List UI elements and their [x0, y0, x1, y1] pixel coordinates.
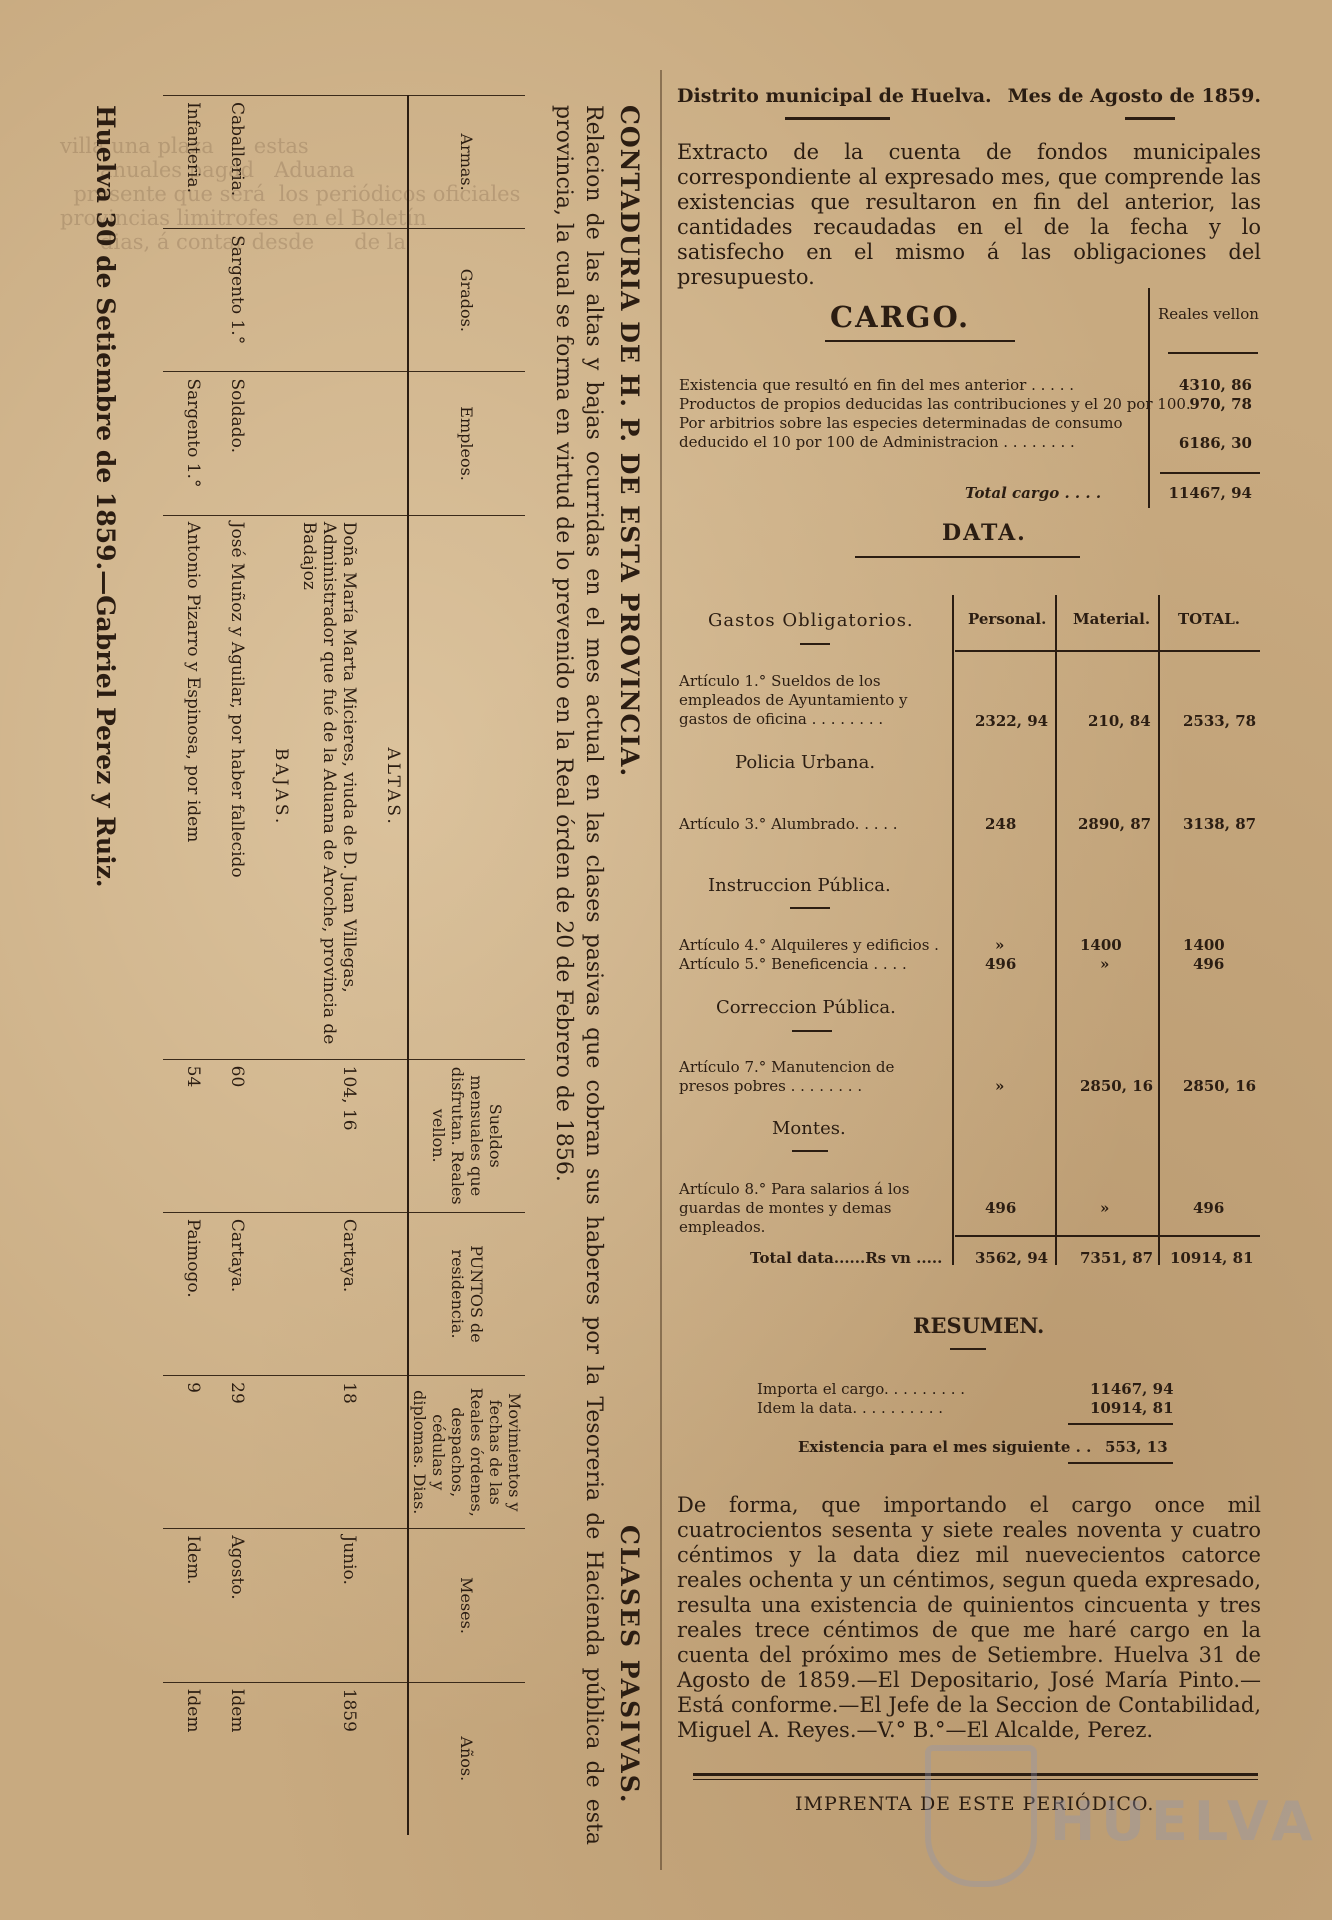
section-correccion: Correccion Pública.	[716, 997, 896, 1018]
distrito-label: Distrito municipal de Huelva.	[677, 85, 992, 107]
cargo-value-2: 970, 78	[1189, 395, 1252, 413]
articulo-8-total: 496	[1193, 1199, 1225, 1217]
resumen-rule	[950, 1348, 986, 1350]
section-montes: Montes.	[772, 1118, 846, 1139]
shield-icon	[925, 1745, 1037, 1887]
resumen-cargo-label: Importa el cargo. . . . . . . . .	[757, 1380, 966, 1398]
data-title: DATA.	[942, 520, 1027, 546]
articulo-3-personal: 248	[985, 815, 1017, 833]
table-row: Doña María Marta Micieres, viuda de D. Juan Villegas, Administrador que fué de la Aduana de Aroche, provincia de Badajoz 104, 16 Cartaya. 18 Junio. 1859	[295, 96, 363, 1836]
data-col-rule	[955, 650, 1260, 652]
articulo-1-total: 2533, 78	[1183, 712, 1257, 730]
instruccion-rule	[790, 907, 830, 909]
articulo-4-material: 1400	[1080, 936, 1122, 954]
col-personal: Personal.	[968, 610, 1047, 628]
data-total-rule	[955, 1235, 1260, 1237]
cargo-total-rule	[1160, 472, 1260, 474]
col-material: Material.	[1073, 610, 1151, 628]
mes-label: Mes de Agosto de 1859.	[1007, 85, 1261, 107]
articulo-3-material: 2890, 87	[1078, 815, 1152, 833]
cargo-value-3: 6186, 30	[1178, 434, 1252, 452]
cargo-col-header: Reales vellon	[1158, 305, 1259, 323]
articulo-5-material: »	[1100, 955, 1110, 973]
articulo-3: Artículo 3.° Alumbrado. . . . .	[679, 815, 898, 833]
closing-paragraph: De forma, que importando el cargo once mil cuatrocientos sesenta y siete reales noventa y cuatro céntimos y la data diez mil nuevecientos catorce reales ochenta y un céntimos, segun queda expresado, resulta una existencia de quinientos cincuenta y tres reales trece céntimos de que me haré cargo en la cuenta del próximo mes de Setiembre. Huelva 31 de Agosto de 1859.—El Depositario, José María Pinto.—Está conforme.—El Jefe de la Seccion de Contabilidad, Miguel A. Reyes.—V.° B.°—El Alcalde, Perez.	[677, 1493, 1261, 1742]
gastos-rule	[800, 643, 830, 645]
articulo-1: Artículo 1.° Sueldos de los empleados de Ayuntamiento y gastos de oficina . . . . . . . .	[679, 672, 908, 728]
cargo-total-value: 11467, 94	[1168, 484, 1252, 502]
montes-rule	[792, 1150, 828, 1152]
col-puntos: PUNTOS de residencia.	[408, 1212, 525, 1375]
cargo-col-rule	[1168, 352, 1258, 354]
section-policia: Policia Urbana.	[735, 752, 876, 773]
resumen-title: RESUMEN.	[913, 1313, 1045, 1338]
left-column-rotated	[50, 95, 650, 1850]
cargo-value-1: 4310, 86	[1178, 376, 1252, 394]
clases-pasivas-table	[163, 95, 525, 1835]
imprenta-footer: IMPRENTA DE ESTE PERIÓDICO.	[795, 1793, 1155, 1815]
col-empleos: Empleos.	[408, 372, 525, 515]
col-meses: Meses.	[408, 1529, 525, 1682]
col-anos: Años.	[408, 1682, 525, 1835]
left-signature: Huelva 30 de Setiembre de 1859.—Gabriel Perez y Ruiz.	[91, 105, 120, 888]
col-nombres	[408, 515, 525, 1059]
articulo-4: Artículo 4.° Alquileres y edificios .	[679, 936, 939, 954]
cargo-item-3: Por arbitrios sobre las especies determinadas de consumo deducido el 10 por 100 de Administracion . . . . . . . .	[679, 414, 1123, 451]
articulo-5: Artículo 5.° Beneficencia . . . .	[679, 955, 907, 973]
cargo-rule	[825, 340, 1015, 342]
col-dias: Movimientos y fechas de las Reales órdenes, despachos, cédulas y diplomas. Dias.	[408, 1376, 525, 1529]
articulo-4-personal: »	[995, 936, 1005, 954]
articulo-8-material: »	[1100, 1199, 1110, 1217]
data-total-personal: 3562, 94	[975, 1249, 1049, 1267]
articulo-7: Artículo 7.° Manutencion de presos pobres . . . . . . . .	[679, 1058, 895, 1095]
data-total-material: 7351, 87	[1080, 1249, 1154, 1267]
table-row: Infanteria. Sargento 1.° Antonio Pizarro y Espinosa, por idem 54 Paimogo. 9 Idem. Idem	[163, 96, 207, 1836]
col-sueldos: Sueldos mensuales que disfrutan. Reales vellon.	[408, 1059, 525, 1212]
resumen-exist-label: Existencia para el mes siguiente . .	[798, 1438, 1092, 1456]
data-vline-2	[1055, 595, 1057, 1265]
gastos-heading: Gastos Obligatorios.	[708, 610, 914, 631]
cargo-total-label: Total cargo . . . .	[965, 484, 1102, 502]
altas-label: ALTAS.	[363, 515, 408, 1059]
resumen-exist-value: 553, 13	[1105, 1438, 1168, 1456]
cargo-item-1: Existencia que resultó en fin del mes anterior . . . . .	[679, 376, 1075, 394]
header-ornament-right	[1125, 117, 1175, 120]
data-vline-3	[1158, 595, 1160, 1265]
resumen-bottom-rule	[1068, 1462, 1173, 1464]
clases-pasivas-title: CLASES PASIVAS.	[615, 1525, 644, 1805]
articulo-3-total: 3138, 87	[1183, 815, 1257, 833]
articulo-8-personal: 496	[985, 1199, 1017, 1217]
table-row: Caballeria. Sargento 1.° Soldado. José Muñoz y Aguilar, por haber fallecido 60 Cartaya. 29 Agosto. Idem	[207, 96, 251, 1836]
articulo-1-material: 210, 84	[1088, 712, 1151, 730]
col-armas: Armas.	[408, 96, 525, 229]
bajas-label: BAJAS.	[251, 515, 295, 1059]
resumen-data-value: 10914, 81	[1090, 1399, 1174, 1417]
articulo-5-personal: 496	[985, 955, 1017, 973]
correccion-rule	[792, 1030, 832, 1032]
data-rule	[855, 556, 1080, 558]
articulo-7-material: 2850, 16	[1080, 1077, 1154, 1095]
section-instruccion: Instruccion Pública.	[708, 875, 891, 896]
articulo-4-total: 1400	[1183, 936, 1225, 954]
relacion-intro: Relacion de las altas y bajas ocurridas en el mes actual en las clases pasivas que cobran sus haberes por la Tesoreria de Hacienda pública de esta provincia, la cual se forma en virtud de lo prevenido en la Real órden de 20 de Febrero de 1856.	[551, 105, 606, 1845]
header-ornament	[785, 117, 890, 120]
articulo-7-personal: »	[995, 1077, 1005, 1095]
col-total: TOTAL.	[1178, 610, 1240, 628]
data-total-total: 10914, 81	[1170, 1249, 1254, 1267]
huelva-watermark-logo: HUELVA	[925, 1735, 1270, 1885]
data-total-label: Total data......Rs vn .....	[750, 1249, 943, 1267]
data-vline-1	[952, 595, 954, 1265]
articulo-7-total: 2850, 16	[1183, 1077, 1257, 1095]
contaduria-title: CONTADURIA DE H. P. DE ESTA PROVINCIA.	[615, 105, 644, 778]
cargo-title: CARGO.	[830, 300, 971, 334]
articulo-8: Artículo 8.° Para salarios á los guardas de montes y demas empleados.	[679, 1180, 910, 1236]
col-grados: Grados.	[408, 229, 525, 372]
articulo-5-total: 496	[1193, 955, 1225, 973]
resumen-data-label: Idem la data. . . . . . . . . .	[757, 1399, 944, 1417]
cargo-item-2: Productos de propios deducidas las contribuciones y el 20 por 100.	[679, 395, 1191, 413]
extracto-paragraph: Extracto de la cuenta de fondos municipales correspondiente al expresado mes, que comprende las existencias que resultaron en fin del anterior, las cantidades recaudadas en el de la fecha y lo satisfecho en el mismo á las obligaciones del presupuesto.	[677, 140, 1261, 289]
resumen-sum-rule	[1068, 1423, 1173, 1425]
articulo-1-personal: 2322, 94	[975, 712, 1049, 730]
resumen-cargo-value: 11467, 94	[1090, 1380, 1174, 1398]
column-divider	[660, 70, 662, 1870]
bleed-through-text: villa una plaza estas anuales pagad Aduana presente que será los periódicos oficiales provincias limitrofes en el Boletín dias, á contar desde de la	[60, 134, 521, 254]
